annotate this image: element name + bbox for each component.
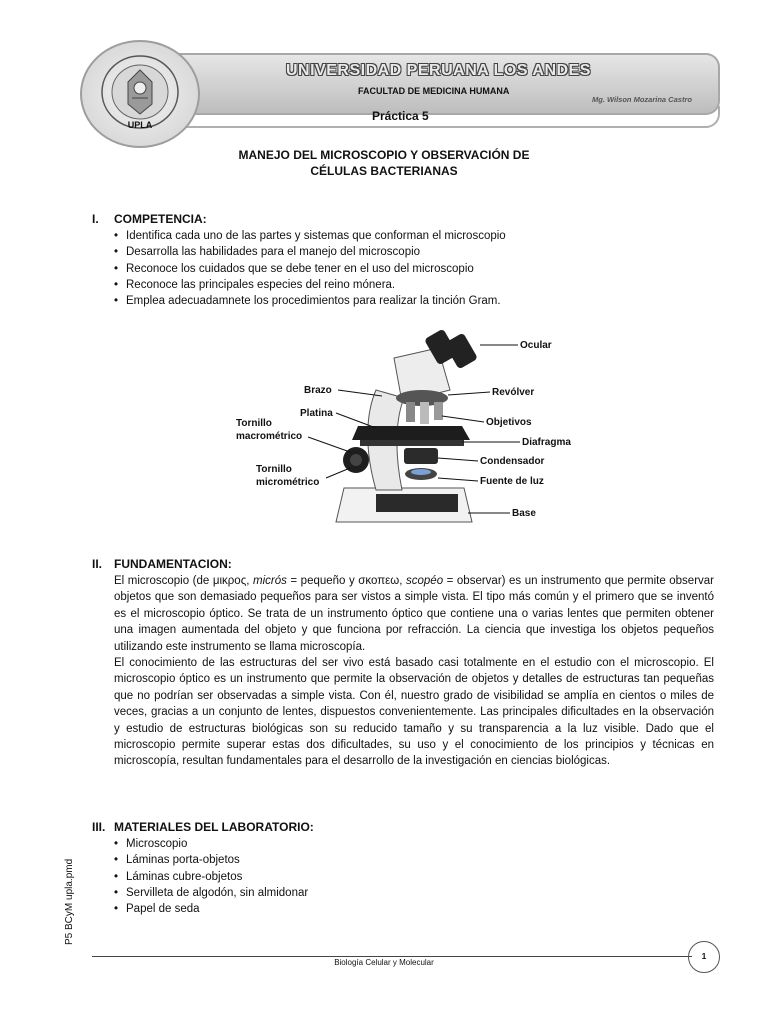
- section-3-title: MATERIALES DEL LABORATORIO:: [114, 820, 314, 834]
- list-item: • Láminas porta-objetos: [114, 852, 308, 868]
- microscope-illustration: [336, 329, 478, 522]
- label-tornillo-macro-2: macrométrico: [236, 431, 303, 442]
- label-fuente: Fuente de luz: [480, 476, 544, 487]
- footer-rule: [92, 956, 692, 957]
- section-3-number: III.: [92, 820, 106, 834]
- list-item: • Emplea adecuadamnete los procedimientos para realizar la tinción Gram.: [114, 293, 506, 309]
- paragraph-text: ,: [399, 575, 407, 587]
- document-title: [0, 147, 768, 179]
- practice-number: Práctica 5: [372, 109, 429, 123]
- pointer-fuente: [438, 478, 478, 481]
- list-item: • Microscopio: [114, 836, 308, 852]
- teacher-name: Mg. Wilson Mozarina Castro: [592, 95, 692, 104]
- label-revolver: Revólver: [492, 387, 535, 398]
- paragraph-text: ,: [246, 575, 253, 587]
- logo-text: UPLA: [127, 120, 153, 130]
- paragraph-2: El conocimiento de las estructuras del ser vivo está basado casi totalmente en el estudio con el microscopio. El microscopio óptico es un instrumento que permite la observación de objetos y detalles de estructuras tan pequeñas que no podrían ser observadas a simple vista. Con él, nuestro grado de visibilidad se amplía en cientos o miles de veces, gracias a un conjunto de lentes, dispuestos convenientemente. Las principales dificultades en la observación y estudio de estructuras biológicas son su reducido tamaño y su transparencia a la luz visible. Dado que el microscopio permite superar estas dos dificultades, su uso y el conocimiento de los principios y técnicas en microscopía, resultan fundamentales para el desarrollo de la investigación en ciencias biológicas.: [114, 657, 714, 768]
- list-item: • Servilleta de algodón, sin almidonar: [114, 885, 308, 901]
- pointer-micro: [326, 468, 350, 478]
- greek-word: σκοπεω: [358, 575, 400, 587]
- label-diafragma: Diafragma: [522, 437, 571, 448]
- section-2-number: II.: [92, 557, 103, 571]
- list-item: • Papel de seda: [114, 901, 308, 917]
- list-item: • Desarrolla las habilidades para el manejo del microscopio: [114, 244, 506, 260]
- page-number: 1: [701, 951, 707, 961]
- list-item: • Reconoce los cuidados que se debe tener en el uso del microscopio: [114, 261, 506, 277]
- list-item: • Reconoce las principales especies del reino mónera.: [114, 277, 506, 293]
- label-base: Base: [512, 508, 536, 519]
- faculty-name: FACULTAD DE MEDICINA HUMANA: [358, 86, 510, 96]
- section-2-title: FUNDAMENTACION:: [114, 557, 232, 571]
- university-name: UNIVERSIDAD PERUANA LOS ANDES: [286, 62, 591, 79]
- file-name-side: P5 BCyM upla.pmd: [64, 858, 75, 945]
- paragraph-text: El microscopio (de: [114, 575, 213, 587]
- section-1-number: I.: [92, 212, 99, 226]
- label-ocular: Ocular: [520, 340, 552, 351]
- pointer-macro: [308, 437, 350, 452]
- header-subbar: [178, 106, 720, 128]
- label-condensador: Condensador: [480, 456, 545, 467]
- label-tornillo-micro-2: micrométrico: [256, 477, 320, 488]
- label-brazo: Brazo: [304, 385, 332, 396]
- label-objetivos: Objetivos: [486, 417, 532, 428]
- paragraph-1: [114, 573, 714, 655]
- university-logo: [80, 40, 200, 148]
- greek-word: μικρος: [212, 575, 247, 587]
- paragraph-text: = pequeño y: [286, 575, 359, 587]
- label-platina: Platina: [300, 408, 333, 419]
- label-tornillo-micro-1: Tornillo: [256, 464, 292, 475]
- italic-term: scopéo: [406, 575, 444, 587]
- title-line-2: CÉLULAS BACTERIANAS: [310, 164, 458, 178]
- materials-list: [114, 836, 308, 917]
- italic-term: micrós: [253, 575, 287, 587]
- pointer-revolver: [448, 392, 490, 395]
- pointer-condensador: [438, 458, 478, 461]
- section-1-title: COMPETENCIA:: [114, 212, 207, 226]
- pointer-objetivos: [442, 416, 484, 422]
- title-line-1: MANEJO DEL MICROSCOPIO Y OBSERVACIÓN DE: [238, 148, 530, 162]
- footer-course: Biología Celular y Molecular: [334, 958, 434, 967]
- label-tornillo-macro-1: Tornillo: [236, 418, 272, 429]
- list-item: • Láminas cubre-objetos: [114, 869, 308, 885]
- competence-list: [114, 228, 506, 309]
- microscope-figure: [226, 318, 586, 540]
- list-item: • Identifica cada uno de las partes y sistemas que conforman el microscopio: [114, 228, 506, 244]
- crest-icon: [82, 42, 198, 146]
- paragraph-text: = observar) es un instrumento que permite observar objetos que son demasiado pequeños para ser vistos a simple vista. El tipo más común y el primero que se inventó es el microscopio óptico. Se trata de un instrumento óptico que contiene una o varias lentes que permiten obtener una imagen aumentada del objeto y que funciona por refracción. La ciencia que investiga los objetos pequeños utilizando este instrumento se llama microscopía.: [114, 575, 715, 653]
